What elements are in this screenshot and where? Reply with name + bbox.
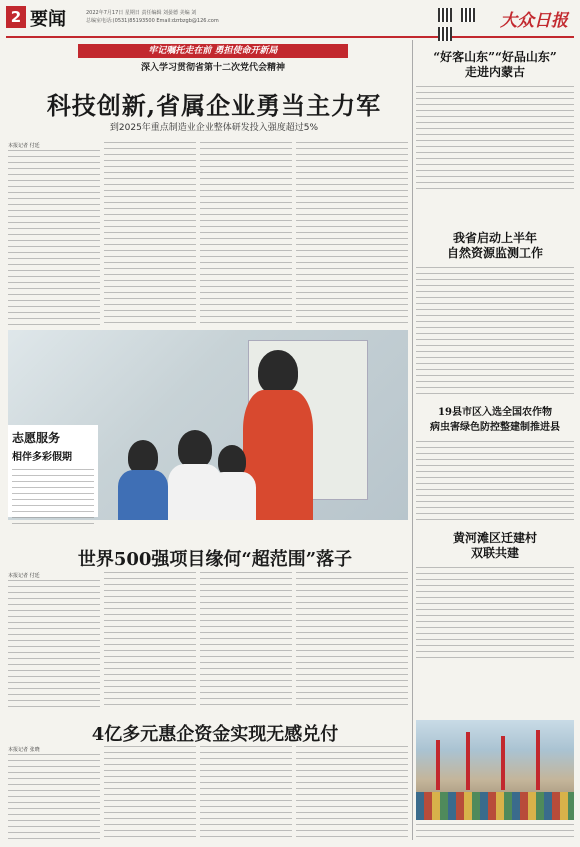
column-divider [412, 40, 413, 840]
main-article-column-1 [8, 150, 100, 325]
story2-text [416, 267, 574, 397]
bottom-byline: 本报记者 张晓 [8, 747, 40, 753]
main-subhead: 到2025年重点制造业企业整体研发投入强度超过5% [109, 123, 319, 133]
mid-article-column-1 [8, 580, 100, 710]
mid-byline: 本报记者 付廷 [8, 573, 40, 579]
photo-caption-box [8, 425, 98, 517]
photo-caption-title-2: 相伴多彩假期 [12, 452, 72, 463]
mid-article-column-4 [296, 572, 408, 710]
bottom-article-column-4 [296, 746, 408, 842]
photo-person-head [258, 350, 298, 394]
page-number: 2 [6, 6, 26, 28]
bottom-article-column-2 [104, 746, 196, 842]
qr-codes [438, 7, 498, 33]
story4-text [416, 567, 574, 662]
crane-icon [501, 736, 505, 790]
story2-headline-2: 自然资源监测工作 [446, 246, 543, 260]
meta-line-1: 2022年7月17日 星期日 责任编辑 刘晏德 美编 刘 [86, 10, 197, 16]
story1-text [416, 86, 574, 191]
port-photo-caption [416, 824, 574, 842]
story3-headline-1: 19县市区入选全国农作物 [438, 407, 552, 418]
section-title: 要闻 [30, 9, 66, 30]
qr-code-icon [461, 8, 475, 22]
photo-caption-title-1: 志愿服务 [12, 431, 61, 445]
photo-child-body [118, 470, 168, 520]
theme-banner: 牢记嘱托走在前 勇担使命开新局 [78, 44, 348, 58]
photo-child-body [210, 472, 256, 520]
bottom-article-column-1 [8, 754, 100, 842]
qr-code-icon [438, 27, 452, 41]
mid-article-column-3 [200, 572, 292, 710]
story1-headline-1: “好客山东”“好品山东” [433, 50, 557, 64]
container-stacks [416, 792, 574, 820]
mid-article-column-2 [104, 572, 196, 710]
theme-subbanner: 深入学习贯彻省第十二次党代会精神 [140, 63, 285, 73]
bottom-headline: 4亿多元惠企资金实现无感兑付 [91, 724, 339, 745]
story3-headline-2: 病虫害绿色防控整建制推进县 [430, 422, 560, 433]
main-headline: 科技创新,省属企业勇当主力军 [46, 91, 382, 120]
story4-headline-1: 黄河滩区迁建村 [452, 531, 537, 545]
story1-headline-2: 走进内蒙古 [464, 65, 525, 79]
main-article-column-4 [296, 142, 408, 325]
story3-text [416, 441, 574, 521]
masthead [6, 4, 574, 38]
story2-headline-1: 我省启动上半年 [452, 231, 537, 245]
qr-code-icon [438, 8, 452, 22]
masthead-meta [86, 9, 336, 25]
crane-icon [466, 732, 470, 790]
right-column [416, 40, 574, 662]
photo-child-head [178, 430, 212, 468]
bottom-article-column-3 [200, 746, 292, 842]
mid-headline: 世界500强项目缘何“超范围”落子 [77, 549, 353, 570]
story4-headline-2: 双联共建 [470, 546, 519, 560]
main-article-column-3 [200, 142, 292, 325]
meta-line-2: 总编室电话:(0531)85193500 Email:dzrbzgb@126.com [86, 18, 219, 24]
newspaper-brand: 大众日报 [500, 11, 568, 31]
main-byline: 本报记者 付廷 [8, 143, 40, 149]
crane-icon [436, 740, 440, 790]
port-photo [416, 720, 574, 820]
main-article-column-2 [104, 142, 196, 325]
photo-caption-text [12, 469, 94, 525]
crane-icon [536, 730, 540, 790]
photo-child-head [128, 440, 158, 474]
